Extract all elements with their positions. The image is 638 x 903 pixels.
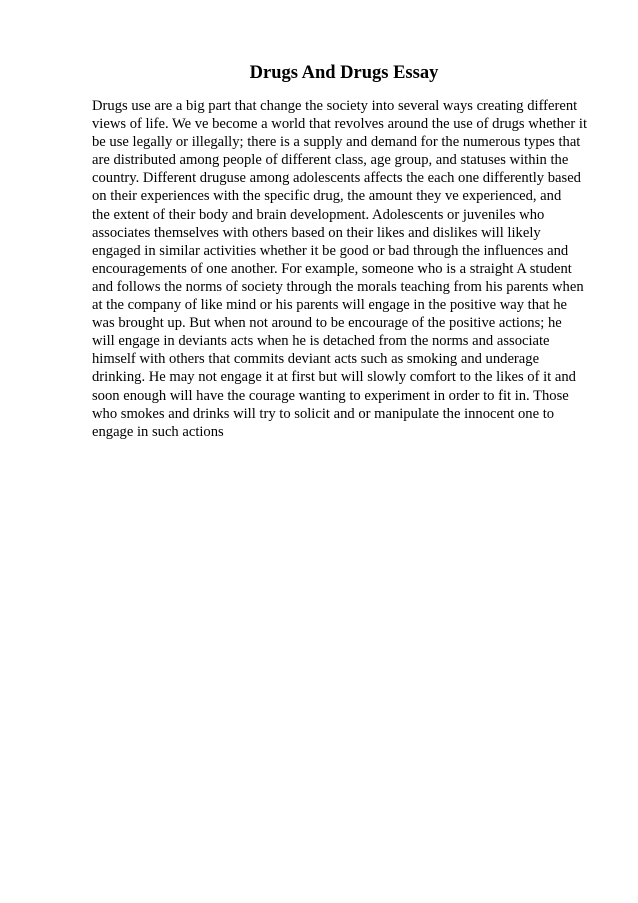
text-line: was brought up. But when not around to be encourage of the positive actions; he — [92, 315, 562, 332]
text-line: at the company of like mind or his parents will engage in the positive way that he — [92, 297, 567, 314]
text-line: associates themselves with others based on their likes and dislikes will likely — [92, 224, 541, 241]
text-line: engage in such actions — [92, 423, 224, 440]
essay-body — [92, 97, 612, 441]
text-line: views of life. We ve become a world that revolves around the use of drugs whether it — [92, 116, 587, 133]
text-line: drinking. He may not engage it at first but will slowly comfort to the likes of it and — [92, 369, 576, 386]
text-line: encouragements of one another. For example, someone who is a straight A student — [92, 260, 572, 277]
text-line: the extent of their body and brain development. Adolescents or juveniles who — [92, 206, 545, 223]
text-line: Drugs use are a big part that change the society into several ways creating different — [92, 98, 578, 114]
text-line: country. Different druguse among adolescents affects the each one differently based — [92, 170, 581, 187]
text-line: are distributed among people of different class, age group, and statuses within the — [92, 152, 569, 169]
text-line: engaged in similar activities whether it be good or bad through the influences and — [92, 242, 569, 259]
document-title: Drugs And Drugs Essay — [249, 63, 439, 83]
text-line: will engage in deviants acts when he is detached from the norms and associate — [92, 333, 550, 350]
text-line: soon enough will have the courage wanting to experiment in order to fit in. Those — [92, 387, 569, 404]
text-line: who smokes and drinks will try to solicit and or manipulate the innocent one to — [92, 405, 555, 422]
text-line: himself with others that commits deviant acts such as smoking and underage — [92, 351, 540, 368]
text-line: be use legally or illegally; there is a supply and demand for the numerous types that — [92, 134, 581, 151]
text-line: on their experiences with the specific drug, the amount they ve experienced, and — [92, 188, 562, 205]
text-line: and follows the norms of society through the morals teaching from his parents when — [92, 278, 584, 295]
